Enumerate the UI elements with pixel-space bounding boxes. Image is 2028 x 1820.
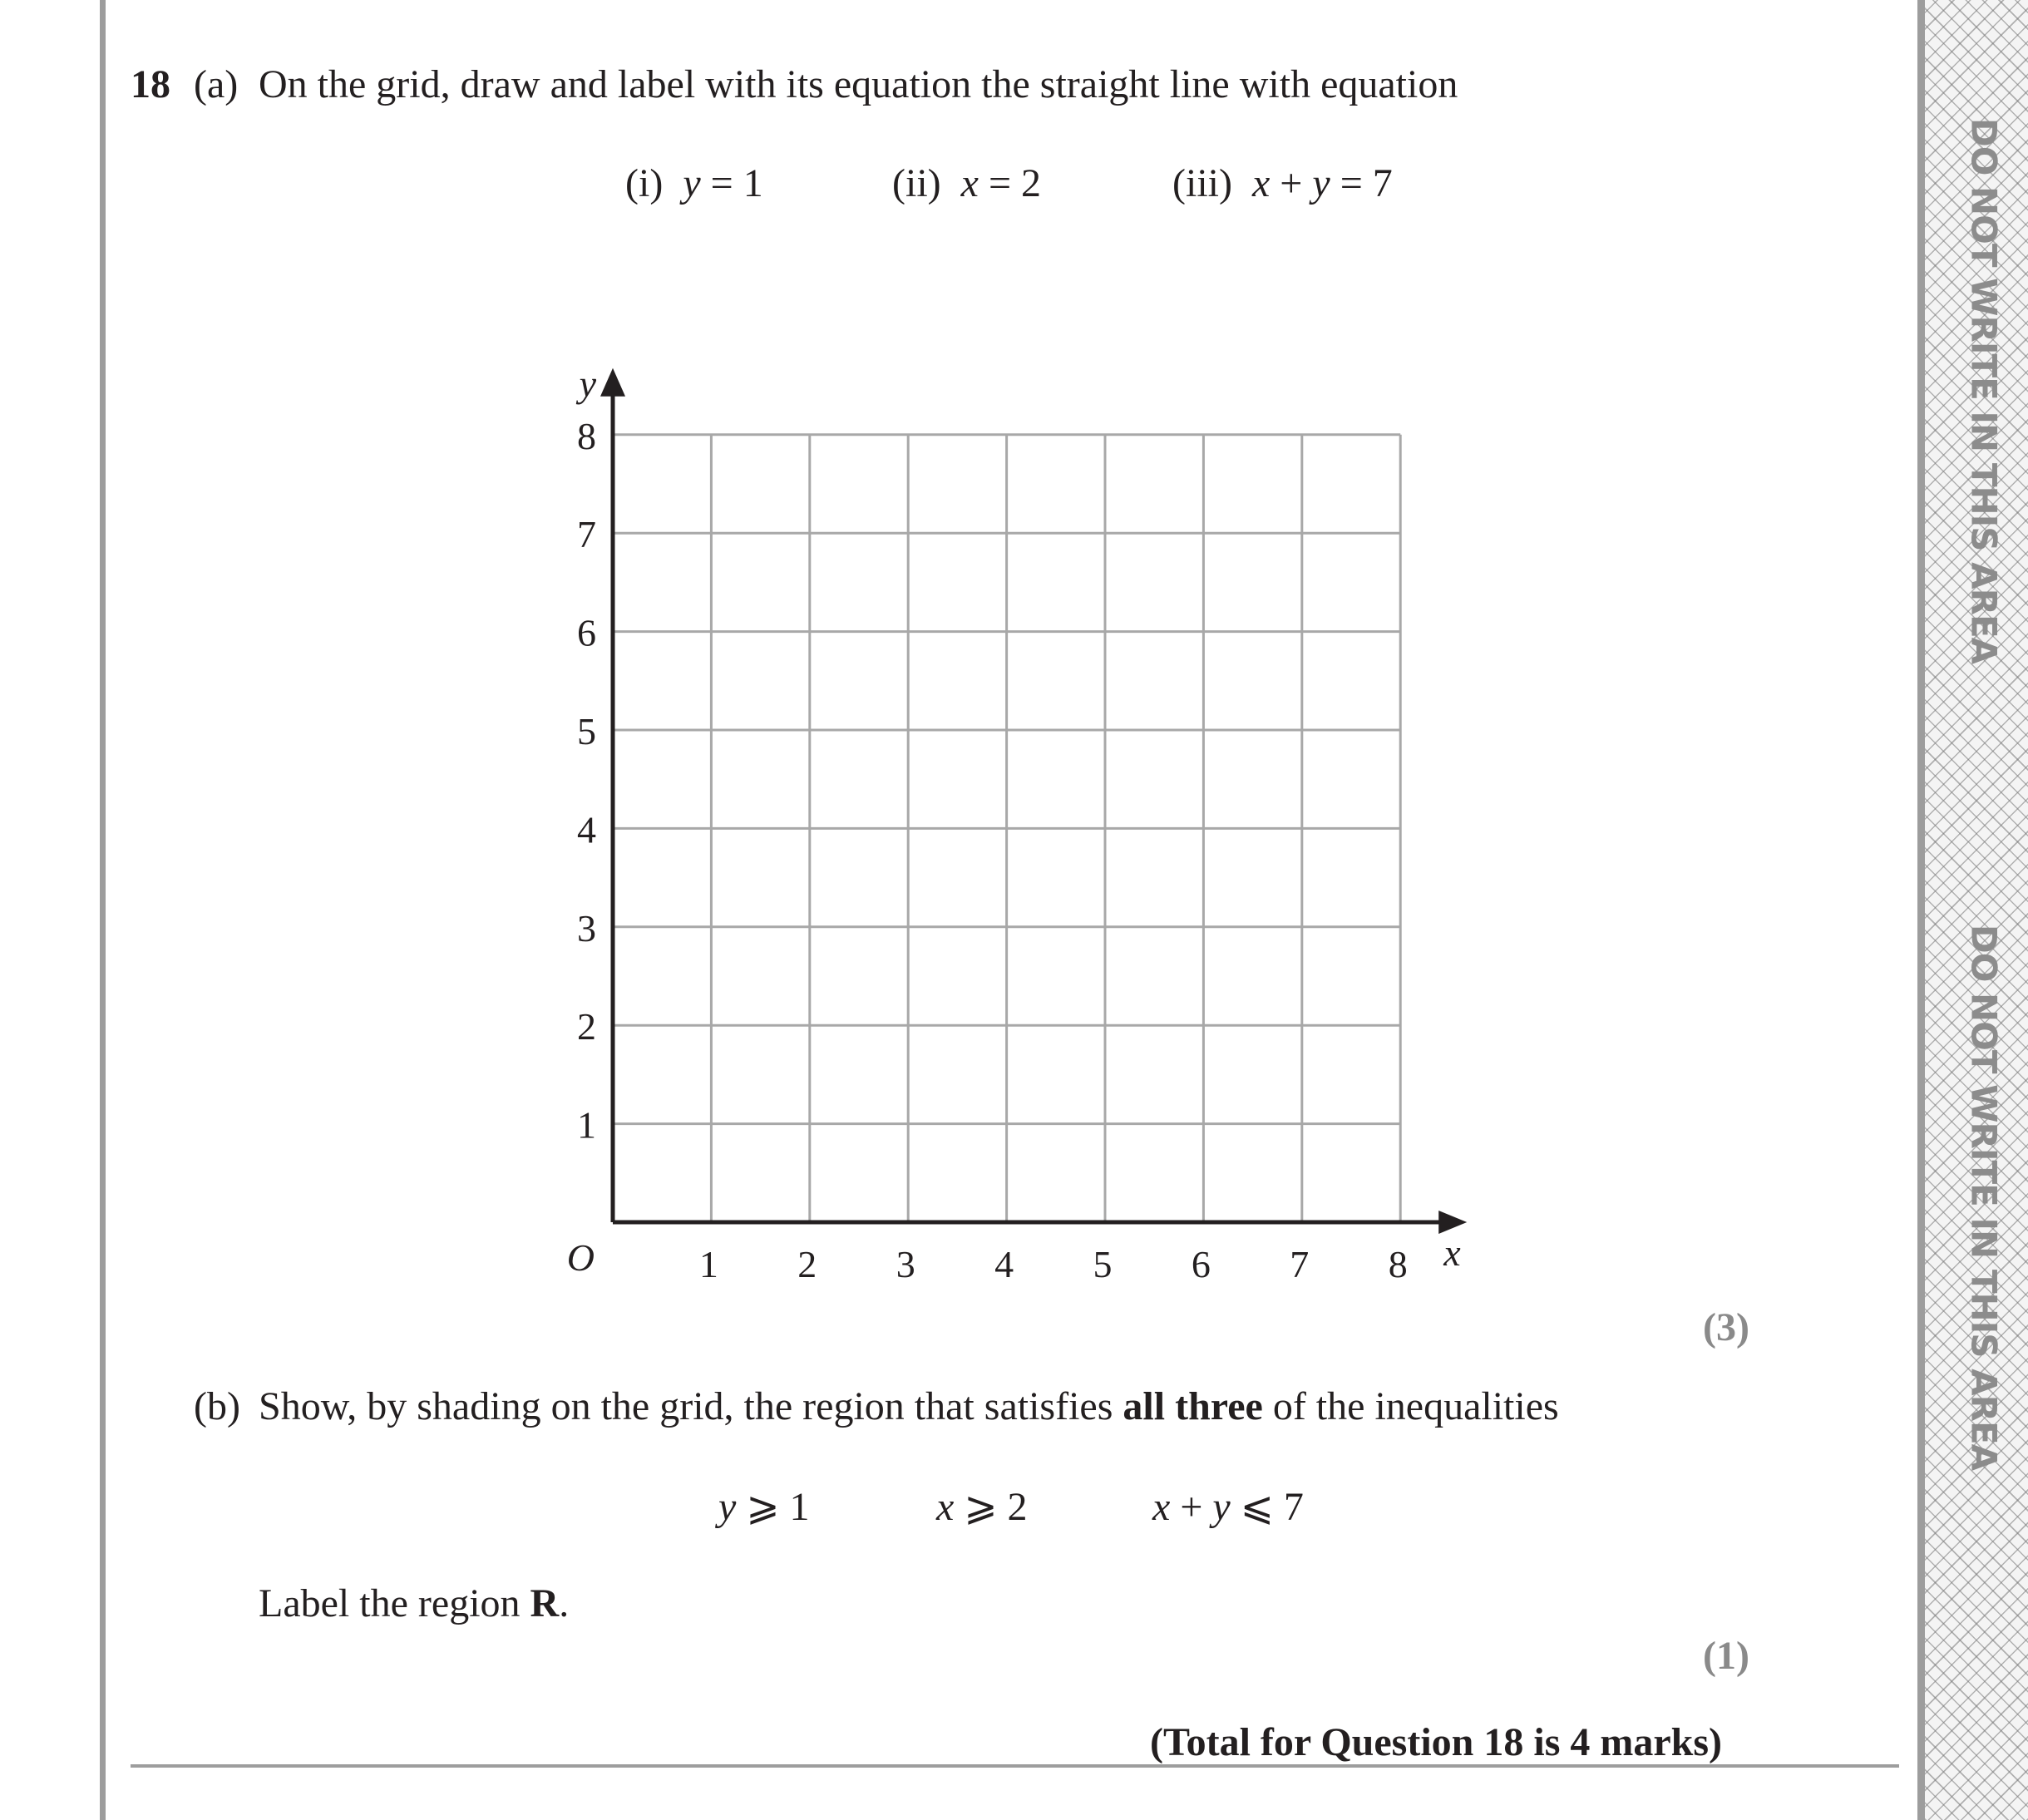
part-a-instruction: On the grid, draw and label with its equation the straight line with equation (259, 62, 1458, 106)
equation-i: (i) y = 1 (625, 161, 763, 205)
inequality-2: x ⩾ 2 (936, 1485, 1028, 1529)
y-tick-label: 4 (577, 808, 596, 851)
x-tick-label: 8 (1388, 1243, 1408, 1285)
part-b-marks: (1) (1703, 1634, 1749, 1678)
question-number: 18 (131, 62, 170, 106)
x-axis-label: x (1443, 1231, 1461, 1274)
y-tick-label: 3 (577, 906, 596, 949)
y-tick-label: 7 (577, 513, 596, 556)
inequality-1: y ⩾ 1 (718, 1485, 810, 1529)
y-tick-label: 5 (577, 710, 596, 752)
y-axis-arrow (600, 368, 625, 397)
part-a-label: (a) (194, 62, 239, 106)
x-axis-arrow (1438, 1211, 1467, 1234)
y-tick-label: 1 (577, 1103, 596, 1147)
part-a-marks: (3) (1703, 1305, 1749, 1349)
x-tick-label: 7 (1290, 1243, 1310, 1285)
question-total: (Total for Question 18 is 4 marks) (1150, 1720, 1723, 1764)
y-tick-label: 6 (577, 611, 596, 654)
x-tick-label: 6 (1191, 1243, 1211, 1285)
x-tick-label: 2 (797, 1243, 817, 1285)
origin-label: O (566, 1236, 595, 1279)
part-b-instruction: Show, by shading on the grid, the region that satisfies all three of the inequalities (259, 1384, 1559, 1428)
equation-ii: (ii) x = 2 (892, 161, 1042, 205)
question-end-rule (131, 1764, 1899, 1768)
x-tick-label: 5 (1093, 1243, 1113, 1285)
equation-iii: (iii) x + y = 7 (1172, 161, 1393, 205)
x-tick-label: 3 (896, 1243, 915, 1285)
y-axis-label: y (579, 362, 596, 405)
x-tick-label: 1 (698, 1243, 718, 1285)
label-region-instruction: Label the region R. (259, 1581, 570, 1625)
inequality-3: x + y ⩽ 7 (1152, 1485, 1304, 1529)
x-tick-label: 4 (994, 1243, 1014, 1285)
y-tick-label: 2 (577, 1005, 596, 1048)
y-tick-label: 8 (577, 414, 596, 457)
part-b-label: (b) (194, 1384, 240, 1428)
